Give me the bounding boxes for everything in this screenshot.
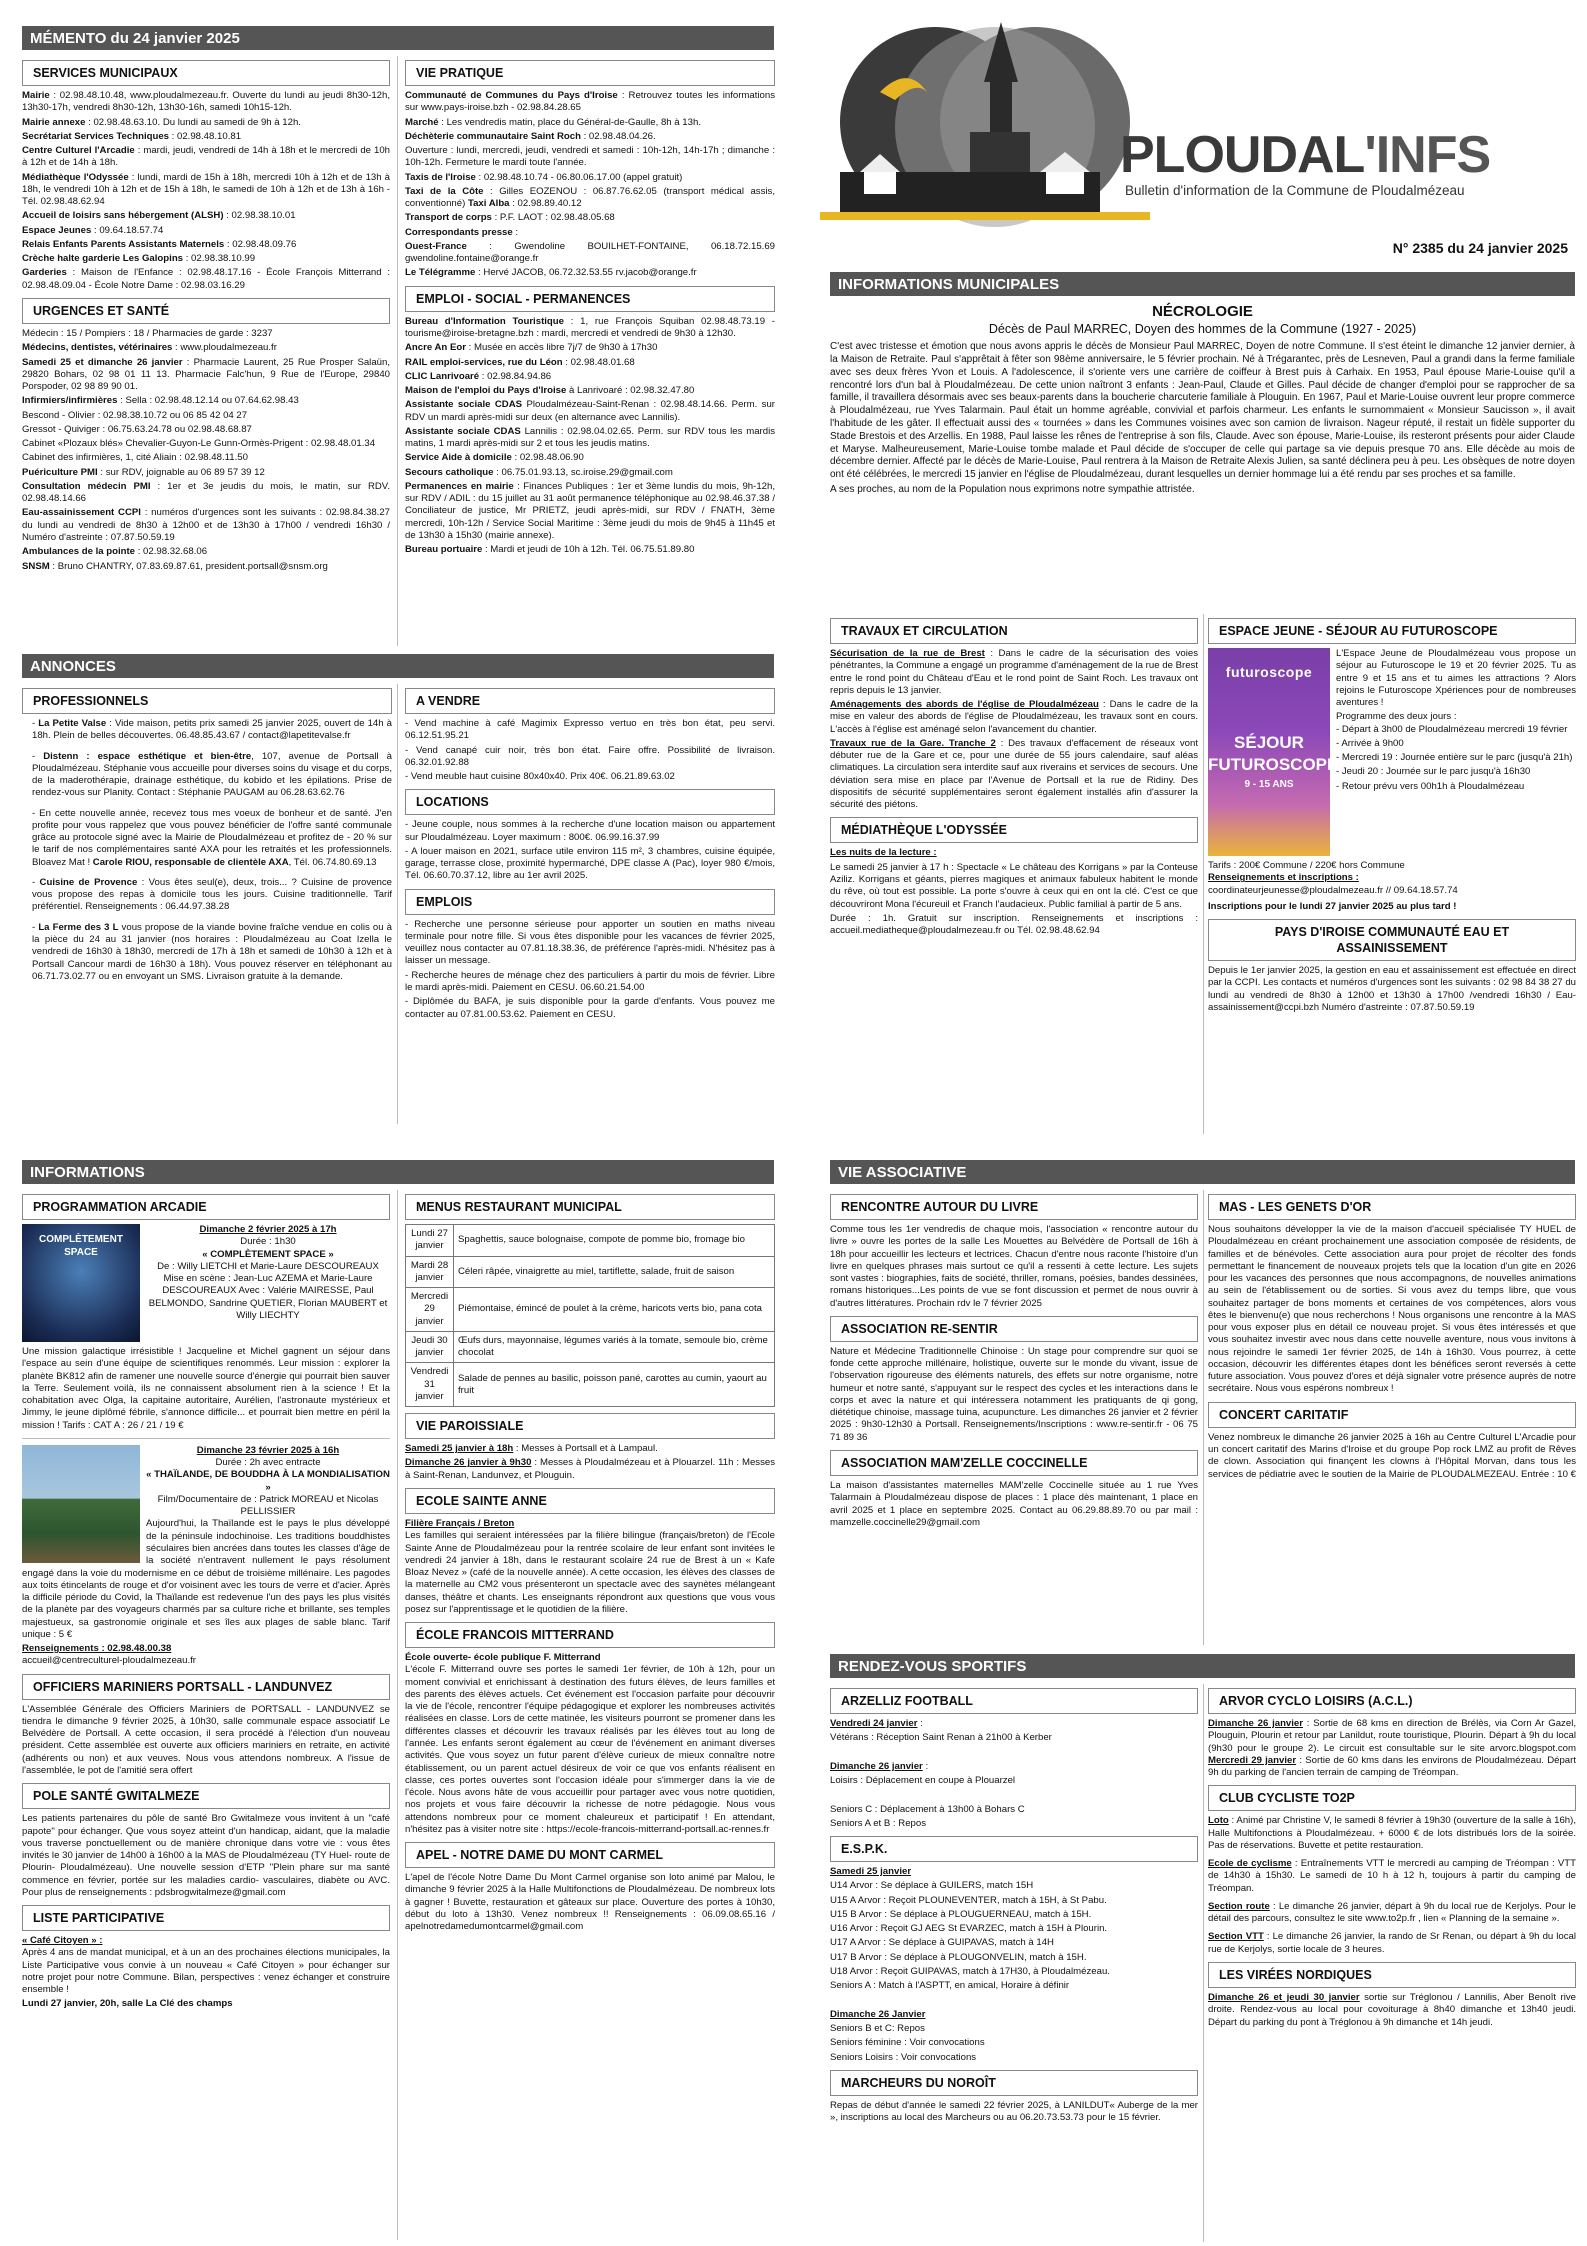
livre-text: Comme tous les 1er vendredis de chaque mois, l'association « rencontre autour du livre » ouvre les portes de la salle Les Mouettes au Belvédère de Portsall de 16h à 18h pour accueillir les lecteurs et lectrices. Chacun d'entre nous raconte l'histoire d'un livre en quelques phrases mais surtout ce qu'il a ressenti à cette lecture. Les sujets sont vastes : biographies, faits de société, thriller, romans, poésies, bandes dessinées, romans historiques...Les points de vue se font discussion et permet de nous ouvrir à d'autres littératures. Prochain rdv le 7 février 2025 xyxy=(830,1224,1198,1309)
urgence-item: Médecins, dentistes, vétérinaires : www.ploudalmezeau.fr xyxy=(22,342,277,354)
vie-pratique-title: VIE PRATIQUE xyxy=(405,60,775,86)
emploi-item: Secours catholique : 06.75.01.93.13, sc.iroise.29@gmail.com xyxy=(405,466,673,478)
emploi-item: Bureau d'Information Touristique : 1, rue François Squiban 02.98.48.73.19 - tourisme@iroise-bretagne.bzh : mardi, mercredi et vendredi de 9h30 à 12h30. xyxy=(405,315,775,339)
annonces-section xyxy=(22,654,774,678)
to2p-item: Loto : Animé par Christine V, le samedi 8 février à 19h30 (ouverture de la salle à 16h), Halle Multifonctions à Ploudalmézeau. + 6000 € de lots distribués lors de la soirée. Pas de réservations. Buvette et petite restauration. xyxy=(1208,1815,1576,1851)
re-sentir-title: ASSOCIATION RE-SENTIR xyxy=(830,1316,1198,1342)
pro-item: - Distenn : espace esthétique et bien-être, 107, avenue de Portsall à Ploudalmézeau. Stéphanie vous accueille pour diverses soins du visage et du corps, de la maderothérapie, drainage esthétique, du kobido et les épilations. Prise de rendez-vous sur Planity. Contact : Stéphanie PAUGAM au 06.28.63.62.76 xyxy=(32,750,392,799)
service-item xyxy=(22,239,390,251)
service-item xyxy=(22,172,390,209)
to2p-list xyxy=(1208,1815,1576,1956)
service-item xyxy=(22,225,390,237)
mitterrand-title: ÉCOLE FRANCOIS MITTERRAND xyxy=(405,1622,775,1648)
pole-title: POLE SANTÉ GWITALMEZE xyxy=(22,1783,390,1809)
espk-item: U18 Arvor : Reçoit GUIPAVAS, match à 17H30, à Ploudalmézeau. xyxy=(830,1965,1110,1977)
poster-brand: futuroscope xyxy=(1225,664,1313,680)
service-item-text: : 02.98.48.63.10. Du lundi au samedi de 9h à 12h. xyxy=(85,116,301,128)
arzelliz-list xyxy=(830,1718,1198,1830)
urgence-item: Cabinet des infirmières, 1, cité Aliain : 02.98.48.11.50 xyxy=(22,452,248,464)
espk-title: E.S.P.K. xyxy=(830,1836,1198,1862)
vie-pratique-item: Ouest-France : Gwendoline BOUILHET-FONTAINE, 06.18.72.15.69 gwendoline.fontaine@orange.fr xyxy=(405,240,775,265)
urgence-item: Bescond - Olivier : 02.98.38.10.72 ou 06 85 42 04 27 xyxy=(22,409,248,421)
espk-item: Seniors féminine : Voir convocations xyxy=(830,2037,985,2049)
espace-title: ESPACE JEUNE - SÉJOUR AU FUTUROSCOPE xyxy=(1208,618,1576,644)
apel-title: APEL - NOTRE DAME DU MONT CARMEL xyxy=(405,1842,775,1868)
menus-column xyxy=(405,1188,775,2243)
menu-dish: Piémontaise, émincé de poulet à la crème, haricots verts bio, pana cota xyxy=(454,1288,775,1332)
informations-bar: INFORMATIONS xyxy=(22,1160,774,1184)
divider xyxy=(397,684,398,1124)
pro-item: - La Ferme des 3 L vous propose de la viande bovine fraîche vendue en colis ou à la pièce du 24 au 31 janvier (nos horaires : Ploudalmézeau au Coat Izella le vendredi de 16h30 à 18h30, mercredi de 17h à 18h et samedi de 10h30 à 12h et à Portsall Cancour mardi de 16h30 à 18h). Vous pouvez réserver en téléphonant au 06.71.73.02.77 ou en envoyant un SMS. Livraison gratuite à la demande. xyxy=(32,921,392,982)
genets-text: Nous souhaitons développer la vie de la maison d'accueil spécialisée TY HUEL de Ploudalmézeau en créant prochainement une association composée de résidents, de familles et de bénévoles. Cette association aura pour projet de récolter des fonds permettant le financement de nouveaux projets tels que la location d'un gite en 2026 pour les vacances des personnes que nous accompagnons, de nouvelles animations au sein de l'établissement ou de sorties. Si vous avez du temps libre, que vous souhaitez partager de bons moments et certaines de vos compétences, alors vous êtes le bienvenu(e) que nous recherchons ! Nous organisons une rencontre à la MAS pour vous exposer plus en détail ce nouveau projet. Si vous êtes intéressés et que vous souhaitez investir avec nous dans cette nouvelle aventure, nous vous invitons à nous rejoindre le samedi 1er février 2025, de 14h à 16h30. Vous pourrez, à cette occasion, découvrir les différentes étapes dont les bénéfices seront reversés à cette future association. Vous pouvez d'ores et déjà signaler votre présence auprès de notre secrétaire. Nous vous espérons nombreux ! xyxy=(1208,1224,1576,1395)
espk-item: Samedi 25 janvier xyxy=(830,1866,912,1878)
espk-item: U17 A Arvor : Se déplace à GUIPAVAS, match à 14H xyxy=(830,1937,1054,1949)
services-column xyxy=(22,54,390,644)
menu-row xyxy=(406,1331,775,1363)
espk-item: Seniors Loisirs : Voir convocations xyxy=(830,2051,977,2063)
emploi-item: Maison de l'emploi du Pays d'Iroise à Lanrivoaré : 02.98.32.47.80 xyxy=(405,385,695,397)
memento-bar: MÉMENTO du 24 janvier 2025 xyxy=(22,26,774,50)
service-item-text: : Maison de l'Enfance : 02.98.48.17.16 - École François Mitterrand : 02.98.48.09.04 - École Notre Dame : 02.98.03.16.29 xyxy=(22,267,390,291)
espace-item: - Départ à 3h00 de Ploudalmézeau mercredi 19 février xyxy=(1336,723,1568,735)
espace-tarif: Tarifs : 200€ Commune / 220€ hors Commune xyxy=(1208,860,1405,871)
travaux-title: TRAVAUX ET CIRCULATION xyxy=(830,618,1198,644)
film1-title: « COMPLÈTEMENT SPACE » xyxy=(202,1248,334,1260)
noroit-text: Repas de début d'année le samedi 22 février 2025, à LANILDUT« Auberge de la mer », inscriptions au local des Marcheurs ou au 06.20.73.53.73 pour le 15 février. xyxy=(830,2099,1198,2124)
virees-text: Dimanche 26 et jeudi 30 janvier sortie sur Tréglonou / Lannilis, Aber Benoît rive droite. Rendez-vous au local pour covoiturage à 8h40 dimanche et 13h40 jeudi. Départ du parking du pont à Tréglonou à 9h dimanche et 14h jeudi. xyxy=(1208,1991,1576,2028)
service-item-label: Mairie xyxy=(22,90,50,101)
emploi-item: Permanences en mairie : Finances Publiques : 1er et 3ème lundis du mois, 9h-12h, sur RDV / ADIL : du 15 juillet au 31 août permanence téléphonique au 02.98.46.37.38 / Conciliateur de justice, Mr PRIETZ, jeudi après-midi, sur RDV / FNATH, 3ème mercredi, 10h-12h / Service Social Maritime : 3ème jeudi du mois de 9h45 à 11h45 et de 13h30 à 15h30 (mairie annexe). xyxy=(405,480,775,541)
concert-title: CONCERT CARITATIF xyxy=(1208,1402,1576,1428)
espace-rens: Renseignements et inscriptions : xyxy=(1208,872,1359,884)
arzelliz-item: Vendredi 24 janvier : xyxy=(830,1718,923,1729)
travaux-head: Aménagements des abords de l'église de Ploudalmézeau xyxy=(830,699,1099,711)
menu-dish: Céleri râpée, vinaigrette au miel, tartiflette, salade, fruit de saison xyxy=(454,1256,775,1288)
service-item-text: : lundi, mardi de 15h à 18h, mercredi 10h à 12h et de 13h à 18h, le vendredi 10h à 12h et de 15h à 18h, le samedi de 10h à 12h et de 13h à 16h - Tél. 02.98.48.62.94 xyxy=(22,171,390,208)
travaux-text: : Dans le cadre de la mise en valeur des abords de l'église de Ploudalmézeau, les travaux sont en cours. L'accès à l'église est aménagé selon l'avancement du chantier. xyxy=(830,699,1198,735)
film1-text: Une mission galactique irrésistible ! Jacqueline et Michel gagnent un séjour dans l'espace au sein d'une équipe de scientifiques renommés. Leur mission : explorer la planète BK812 afin de ramener une nouvelle source d'énergie qui pourrait bien sauver la Terre. Seulement voilà, ils ne connaissent absolument rien à la science ! Et la cohabitation avec Olga, la capitaine autoritaire, Aurélien, l'astronaute mystérieux et Jimmy, le jeune diplômé fébrile, s'annonce difficile... et pourrait bien mettre en péril la mission ! Tarifs : CAT A : 26 / 21 / 19 € xyxy=(22,1346,390,1431)
divider xyxy=(1203,1190,1204,1645)
vie-pratique-item: Correspondants presse : xyxy=(405,226,519,238)
necrologie-end: A ses proches, au nom de la Population nous exprimons notre sympathie attristée. xyxy=(830,483,1195,495)
apel-text: L'apel de l'école Notre Dame Du Mont Carmel organise son loto animé par Malou, le dimanche 9 février 2025 à la Halle Multifonctions de Ploudalmézeau. De nombreux lots à gagner ! Buvette, restauration et gâteaux sur place. Ouverture des portes à 10h30, début du loto à 13h30. Venez nombreux !! Renseignements : 06.09.08.65.16 / apelnotredamedumontcarmel@gmail.com xyxy=(405,1872,775,1933)
espk-item: U15 A Arvor : Reçoit PLOUNEVENTER, match à 15H, à St Pabu. xyxy=(830,1894,1107,1906)
a-vendre-title: A VENDRE xyxy=(405,688,775,714)
annonces-bar: ANNONCES xyxy=(22,654,774,678)
sport-bar: RENDEZ-VOUS SPORTIFS xyxy=(830,1654,1575,1678)
pole-text: Les patients partenaires du pôle de santé Bro Gwitalmeze vous invitent à un "café papote" pour échanger. Que vous soyez atteint d'un handicap, aidant, que la maladie vous traverse ponctuellement ou de manière chronique dans votre vie : vous êtes invités le 30 janvier de 14h00 à 16h00 à la MAS de Ploudalmézeau (TY Huel- route de Plourin- Ploudalmézeau). Une nouvelle session d'ETP "Plein phare sur ma santé commence en février, portée sur les maladies cardio- vasculaires, diabète ou AVC. Pour plus de renseignements : pdsbrogwitalmeze@gmail.com xyxy=(22,1813,390,1898)
urgences-title: URGENCES ET SANTÉ xyxy=(22,298,390,324)
espace-item: - Jeudi 20 : Journée sur le parc jusqu'à 16h30 xyxy=(1336,766,1531,778)
emploi-item: Bureau portuaire : Mardi et jeudi de 10h à 12h. Tél. 06.75.51.89.80 xyxy=(405,544,695,556)
urgences-list xyxy=(22,328,390,573)
espk-item: U14 Arvor : Se déplace à GUILERS, match 15H xyxy=(830,1880,1034,1892)
vie-pratique-item: Taxis de l'Iroise : 02.98.48.10.74 - 06.80.06.17.00 (appel gratuit) xyxy=(405,171,683,183)
emploi-annonce-item: - Recherche une personne sérieuse pour apporter un soutien en maths niveau terminale pour notre fille. Si vous êtes disponible pour les vacances de février 2025, veuillez nous contacter au 07.81.18.38.36, de préférence l'après-midi. N'hésitez pas à laisser un message. xyxy=(405,918,775,967)
menus-title: MENUS RESTAURANT MUNICIPAL xyxy=(405,1194,775,1220)
espace-text: L'Espace Jeune de Ploudalmézeau vous propose un séjour au Futuroscope le 19 et 20 février 2025. Tu as entre 9 et 15 ans et tu aimes les attractions ? Alors rejoins le Futuroscope Xpériences pour de nombreuses aventures ! xyxy=(1336,648,1576,709)
liste-head: « Café Citoyen » : xyxy=(22,1935,103,1947)
sainte-anne-head: Filière Français / Breton xyxy=(405,1517,515,1529)
vie-pratique-column xyxy=(405,54,775,644)
espace-prog: Programme des deux jours : xyxy=(1336,711,1457,723)
service-item-text: : 09.64.18.57.74 xyxy=(91,224,164,236)
film1-duree: Durée : 1h30 xyxy=(240,1236,296,1248)
memento-section xyxy=(22,26,774,50)
menu-day: Vendredi 31 janvier xyxy=(406,1363,454,1407)
menu-row xyxy=(406,1363,775,1407)
travaux-item xyxy=(830,699,1198,736)
locations-title: LOCATIONS xyxy=(405,789,775,815)
masthead-title-b: 'INF xyxy=(1364,126,1457,184)
travaux-list xyxy=(830,648,1198,811)
service-item-label: Médiathèque l'Odyssée xyxy=(22,171,129,183)
travaux-item xyxy=(830,648,1198,697)
iroise-title: PAYS D'IROISE COMMUNAUTÉ EAU ET ASSAINISSEMENT xyxy=(1208,919,1576,961)
vie-pratique-item: Marché : Les vendredis matin, place du Général-de-Gaulle, 8h à 13h. xyxy=(405,116,701,128)
film2-title: « THAÏLANDE, DE BOUDDHA À LA MONDIALISATION » xyxy=(146,1469,390,1493)
arcadie-column xyxy=(22,1188,390,2243)
service-item xyxy=(22,253,390,265)
service-item-text: : 02.98.48.10.81 xyxy=(169,130,242,142)
menu-day: Mardi 28 janvier xyxy=(406,1256,454,1288)
service-item-text: : 02.98.38.10.01 xyxy=(223,210,296,222)
urgence-item: Médecin : 15 / Pompiers : 18 / Pharmacies de garde : 3237 xyxy=(22,327,273,339)
infomun-bar: INFORMATIONS MUNICIPALES xyxy=(830,272,1575,296)
poster-age: 9 - 15 ANS xyxy=(1244,779,1294,791)
travaux-text: : Des travaux d'effacement de réseaux vont débuter rue de la Gare et ce, pour une durée de 55 jours calendaire, sauf aléas climatiques. La circulation sera interdite sauf aux riverains et services de secours. Une déviation sera mise en place par l'Avenue de Portsall et la rue de Ridiny. Des dispositifs de sécurité supplémentaires seront également installés afin d'assurer la sécurité des piétons. xyxy=(830,737,1198,811)
emploi-annonce-item: - Recherche heures de ménage chez des particuliers à partir du mois de février. Libre le mardi après-midi. Paiement en CESU. 06.60.21.54.00 xyxy=(405,969,775,993)
to2p-item: Section VTT : Le dimanche 26 janvier, la rando de Sr Renan, ou départ à 9h du local rue de Kerjolys, sortie locale de 3 heures. xyxy=(1208,1931,1576,1955)
arzelliz-title: ARZELLIZ FOOTBALL xyxy=(830,1688,1198,1714)
masthead xyxy=(820,22,1580,256)
espk-item: Seniors A : Match à l'ASPTT, en amical, Horaire à définir xyxy=(830,1980,1070,1992)
sport-left-column xyxy=(830,1682,1198,2244)
urgence-item: Eau-assainissement CCPI : numéros d'urgences sont les suivants : 02.98.84.38.27 du lundi au vendredi de 8h30 à 12h00 et de 13h30 à 17h00 / vendredi 16h30 / Numéro d'astreinte : 07.87.50.59.19 xyxy=(22,507,390,543)
sport-right-column xyxy=(1208,1682,1576,2244)
officiers-title: OFFICIERS MARINIERS PORTSALL - LANDUNVEZ xyxy=(22,1674,390,1700)
urgence-item: Cabinet «Plozaux blés» Chevalier-Guyon-Le Gunn-Ormès-Prigent : 02.98.48.01.34 xyxy=(22,438,376,450)
re-sentir-text: Nature et Médecine Traditionnelle Chinoise : Un stage pour comprendre sur quoi se fonde cette approche millénaire, holistique, ouverte sur le monde du vivant, issue de l'observation rigoureuse des éléments naturels, des effets sur notre organisme, notre humeur et notre santé, s'appuyant sur le respect des cycles et les interactions dans le corps et avec la nature et qui intéressera notamment les pratiquants de qi gong, diététique chinoise, massage tuina, acupuncture. Les dimanches 26 janvier et 2 février 2025 : 9h30-12h30 à Portsall. Renseignements/Inscriptions : www.re-sentir.fr - 06 75 71 89 36 xyxy=(830,1345,1198,1443)
emploi-item: Service Aide à domicile : 02.98.48.06.90 xyxy=(405,452,584,464)
travaux-item xyxy=(830,738,1198,812)
mediatheque-text: Le samedi 25 janvier à 17 h : Spectacle « Le château des Korrigans » par la Conteuse Aziliz. Korrigans et géants, pierres magiques et animaux fabuleux habitent le monde du rêve, où tout est possible. La porte s'ouvre à ceux qui en ont la clé. C'est ce que découvriront Mona l'écureuil et Franch l'audacieux. Public familial à partir de 5 ans. xyxy=(830,861,1198,910)
necrologie-text: C'est avec tristesse et émotion que nous avons appris le décès de Monsieur Paul MARREC, Doyen de notre Commune. Il s'est éteint le dimanche 12 janvier dernier, à la Maison de Retraite. Paul s'apprêtait à fêter son 98ème anniversaire, le 5 février prochain. Né à Trégarantec, près de Lesneven, Paul a grandi dans la ferme familiale avec ses deux frères Yvon et Louis. A l'adolescence, il s'oriente vers une carrière de coiffeur à Brest puis à Carhaix. En 1953, Paul épouse Marie-Louise qu'il a rencontré lors d'un bal à Ploudalmézeau. De cette union naîtront 3 enfants : Jean-Paul, Claude et Gilles. Paul décide de changer d'emploi pour se rapprocher de sa famille, il travaillera désormais avec ses beaux-parents dans la boucherie charcuterie familiale à Plouguin. En 1967, Paul et Marie-Louise ouvrent leur propre commerce à Ploudalmézeau, rue Yves Talarmain. Paul était un homme agréable, convivial et parfois charmeur. Les enfants le surnommaient « Monsieur Saucisson », il avait l'habitude de les gâter. Il effectuait aussi des « tournées » dans les Communes voisines avec son camion de livraison. Nageur réputé, il restait un fidèle supporter du Stade Brestois et des Arzellis. En 1988, Paul laisse les rênes de l'entreprise à son fils, Claude. Avec son épouse, Marie-Louise, ils resteront présents pour aider Claude et Maryse. Malheureusement, Marie-Louise tombe malade et Paul décide de s'occuper de celle qui partage sa vie depuis presque 70 ans. Elle décède au mois de décembre dernier. Affecté par le décès de Marie-Louise, Paul rentrera à la Maison de Retraite Alexis Julien, sa santé déclinera peu à peu. Les obsèques de notre doyen ont été célébrées, le mercredi 15 janvier en l'église de Ploudalmézeau, durant lesquelles un dernier hommage lui a été rendu par ses proches et sa famille. xyxy=(830,341,1575,481)
infomun-section xyxy=(830,272,1575,499)
emploi-list xyxy=(405,316,775,557)
mitterrand-text: L'école F. Mitterrand ouvre ses portes le samedi 1er février, de 10h à 12h, pour un moment convivial et enrichissant à destination des futurs élèves, de leurs familles et des parents des élèves actuels. Cet événement est l'occasion parfaite pour découvrir la vie de l'école, rencontrer l'équipe pédagogique et explorer les nombreuses activités réalisées en classe. Lors de cette matinée, les visiteurs pourront se promener dans les différentes classes et découvrir les travaux réalisés par les élèves tout au long de l'année. Les enfants seront également au cœur de l'événement en animant diverses activités. Que vous soyez un futur parent d'élève curieux de mieux connaître notre établissement, ou un parent actuel désireux de voir ce que vos enfants réalisent en classe, ces portes ouvertes sont l'occasion idéale pour s'immerger dans la vie de l'école. Nous avons hâte de vous accueillir pour partager avec vous notre quotidien, nos projets et vous faire découvrir la richesse de notre pédagogie. Nous vous attendons nombreux pour ce moment chaleureux et participatif ! En attendant, n'hésitez pas à visiter notre site : https://ecole-francois-mitterrand-portsall.ac-rennes.fr xyxy=(405,1664,775,1835)
menu-day: Lundi 27 janvier xyxy=(406,1225,454,1257)
menu-day: Mercredi 29 janvier xyxy=(406,1288,454,1332)
liste-text: Après 4 ans de mandat municipal, et à un an des prochaines élections municipales, la Liste Participative vous convie à un nouveau « Café Citoyen » pour échanger sur notre projet pour notre Commune. Bilan, perspectives : venez échanger et construire ensemble ! xyxy=(22,1947,390,1996)
issue-number: N° 2385 du 24 janvier 2025 xyxy=(1392,240,1568,256)
menu-row xyxy=(406,1256,775,1288)
sainte-anne-title: ECOLE SAINTE ANNE xyxy=(405,1488,775,1514)
vendre-item: - Vend canapé cuir noir, très bon état. Faire offre. Possibilité de livraison. 06.32.01.92.88 xyxy=(405,744,775,768)
divider xyxy=(1203,614,1204,1134)
virees-title: LES VIRÉES NORDIQUES xyxy=(1208,1962,1576,1988)
film2-poster xyxy=(22,1445,140,1563)
film1-date: Dimanche 2 février 2025 à 17h xyxy=(199,1224,337,1235)
espace-item: - Arrivée à 9h00 xyxy=(1336,737,1404,749)
urgence-item: Ambulances de la pointe : 02.98.32.68.06 xyxy=(22,546,208,558)
divider xyxy=(397,1190,398,2240)
espace-column xyxy=(1208,612,1576,1132)
divider xyxy=(1203,1684,1204,2242)
necrologie-title: NÉCROLOGIE xyxy=(1152,303,1253,320)
masthead-title xyxy=(1120,122,1490,189)
a-vendre-list xyxy=(405,718,775,783)
mitterrand-head: École ouverte- école publique F. Mitterrand xyxy=(405,1652,601,1664)
mediatheque-text2: Durée : 1h. Gratuit sur inscription. Renseignements et inscriptions : accueil.mediatheque@ploudalmezeau.fr ou Tél. 02.98.48.62.94 xyxy=(830,912,1198,937)
emploi-item: CLIC Lanrivoaré : 02.98.84.94.86 xyxy=(405,370,552,382)
liste-title: LISTE PARTICIPATIVE xyxy=(22,1905,390,1931)
mediatheque-title: MÉDIATHÈQUE L'ODYSSÉE xyxy=(830,817,1198,843)
mamzelle-text: La maison d'assistantes maternelles MAM'zelle Coccinelle située au 1 rue Yves Talarmain à Ploudalmézeau dispose de places : 1 place dès maintenant, 1 place en avril 2025 et 1 place en septembre 2025. Contact au 06.29.88.89.70 ou par mail : mamzelle.coccinelle29@gmail.com xyxy=(830,1479,1198,1528)
menu-dish: Salade de pennes au basilic, poisson pané, carottes au cumin, yaourt au fruit xyxy=(454,1363,775,1407)
masthead-title-c: S xyxy=(1456,126,1491,184)
menus-table xyxy=(405,1224,775,1407)
menu-row xyxy=(406,1288,775,1332)
espace-item: - Retour prévu vers 00h1h à Ploudalmézeau xyxy=(1336,780,1525,792)
espk-item: Dimanche 26 Janvier xyxy=(830,2008,926,2020)
service-item-label: Accueil de loisirs sans hébergement (ALSH) xyxy=(22,210,224,222)
film2-duree: Durée : 2h avec entracte xyxy=(215,1457,321,1469)
espk-item: U15 B Arvor : Se déplace à PLOUGUERNEAU, match à 15H. xyxy=(830,1908,1092,1920)
menu-dish: Spaghettis, sauce bolognaise, compote de pomme bio, fromage bio xyxy=(454,1225,775,1257)
necrologie-subtitle: Décès de Paul MARREC, Doyen des hommes de la Commune (1927 - 2025) xyxy=(988,322,1417,337)
services-title: SERVICES MUNICIPAUX xyxy=(22,60,390,86)
urgence-item: Infirmiers/infirmières : Sella : 02.98.48.12.14 ou 07.64.62.98.43 xyxy=(22,395,299,407)
location-item: - Jeune couple, nous sommes à la recherche d'une location maison ou appartement sur Ploudalmézeau. Loyer maximum : 800€. 06.99.16.37.99 xyxy=(405,819,775,843)
paroisse-item: Samedi 25 janvier à 18h : Messes à Portsall et à Lampaul. xyxy=(405,1443,658,1455)
pro-item: - Cuisine de Provence : Vous êtes seul(e), deux, trois... ? Cuisine de provence vous propose des repas à domicile tous les jours. Cuisine traditionnelle. Tarif préférentiel. Renseignements : 06.44.97.38.28 xyxy=(32,876,392,913)
noroit-title: MARCHEURS DU NOROÎT xyxy=(830,2070,1198,2096)
iroise-text: Depuis le 1er janvier 2025, la gestion en eau et assainissement est effectuée en direct par la CCPI. Les contacts et numéros d'urgences sont les suivants : 02 98 84 38 27 du lundi au vendredi de 8h30 à 12h00 et 13h30 à 17h00 /vendredi 16h30 / Eau-assainissement@ccpi.bzh Numéro d'astreinte : 07.87.50.59.19 xyxy=(1208,965,1576,1013)
mamzelle-title: ASSOCIATION MAM'ZELLE COCCINELLE xyxy=(830,1450,1198,1476)
cyclo-title: ARVOR CYCLO LOISIRS (A.C.L.) xyxy=(1208,1688,1576,1714)
espace-mail: coordinateurjeunesse@ploudalmezeau.fr // 09.64.18.57.74 xyxy=(1208,884,1458,896)
poster-title: SÉJOUR FUTUROSCOPE xyxy=(1208,732,1339,774)
service-item xyxy=(22,267,390,292)
film1-poster xyxy=(22,1224,140,1342)
pro-item: - En cette nouvelle année, recevez tous mes voeux de bonheur et de santé. J'en profite pour vous rappelez que vous pouvez bénéficier de l'offre santé communale grâce au protocole signé avec la Mairie de Ploudalmézeau et profitez de - 20 % sur le tarif de nos complémentaires santé AXA pour les retraités et les professionnels. Bloavez Mat ! Carole RIOU, responsable de clientèle AXA, Tél. 06.74.80.69.13 xyxy=(32,807,392,868)
service-item xyxy=(22,145,390,170)
service-item-text: : 02.98.48.09.76 xyxy=(224,238,297,250)
menu-day: Jeudi 30 janvier xyxy=(406,1331,454,1363)
pro-item: - La Petite Valse : Vide maison, petits prix samedi 25 janvier 2025, ouvert de 14h à 18h. Plein de belles découvertes. 06.48.85.43.67 / contact@lapetitevalse.fr xyxy=(32,718,392,742)
masthead-title-a: PLOUDAL xyxy=(1120,126,1365,184)
film2-date: Dimanche 23 février 2025 à 16h xyxy=(196,1444,340,1456)
paroissiale-list xyxy=(405,1443,775,1482)
location-item: - A louer maison en 2021, surface utile environ 115 m², 3 chambres, cuisine équipée, garage, terrasse close, proximité hypermarché, DPE classe A (Pac), loyer 980 €/mois, Tél. 06.60.70.37.12, libre au 1er avril 2025. xyxy=(405,845,775,882)
vie-associative-section xyxy=(830,1160,1575,1184)
service-item-text: : 02.98.38.10.99 xyxy=(183,253,256,265)
urgence-item: Gressot - Quiviger : 06.75.63.24.78 ou 02.98.48.68.87 xyxy=(22,423,252,435)
emplois-list xyxy=(405,919,775,1021)
urgence-item: SNSM : Bruno CHANTRY, 07.83.69.87.61, president.portsall@snsm.org xyxy=(22,560,328,572)
service-item-label: Espace Jeunes xyxy=(22,224,92,236)
service-item xyxy=(22,117,390,129)
professionnels-list xyxy=(22,718,392,983)
arzelliz-item: Dimanche 26 janvier : xyxy=(830,1760,929,1772)
emploi-title: EMPLOI - SOCIAL - PERMANENCES xyxy=(405,286,775,312)
sport-section xyxy=(830,1654,1575,1678)
urgence-item: Puériculture PMI : sur RDV, joignable au 06 89 57 39 12 xyxy=(22,466,265,478)
vie-pratique-item: Taxi de la Côte : Gilles EOZENOU : 06.87.76.62.05 (transport médical assis, conventionné) Taxi Alba : 02.98.89.40.12 xyxy=(405,185,775,210)
travaux-text: : Dans le cadre de la sécurisation des voies pénétrantes, la Commune a engagé un programme d'aménagement de la rue de Brest entre le rond point du Château d'Eau et le rond point de Saint Roch. Les travaux ont repris depuis le 13 janvier. xyxy=(830,648,1198,696)
officiers-text: L'Assemblée Générale des Officiers Mariniers de PORTSALL - LANDUNVEZ se tiendra le dimanche 9 février 2025, à 10h30, salle communale espace associatif Le Belvédère de Portsall. A cette occasion, il sera procédé à l'élection d'un nouveau président. Cette assemblée est ouverte aux officiers mariniers en retraite, en activité (adhérents ou non) et aux veuves. Nous vous attendons nombreux. A l'issue de l'assemblée, le pot de l'amitié sera offert xyxy=(22,1703,390,1776)
arcadie-mail: accueil@centreculturel-ploudalmezeau.fr xyxy=(22,1655,196,1667)
professionnels-column xyxy=(22,682,392,1122)
vieasso-left-column xyxy=(830,1188,1198,1648)
divider xyxy=(22,1438,390,1439)
service-item xyxy=(22,210,390,222)
masthead-tagline: Bulletin d'information de la Commune de Ploudalmézeau xyxy=(1125,183,1465,198)
espk-item: U17 B Arvor : Se déplace à PLOUGONVELIN, match à 15H. xyxy=(830,1951,1087,1963)
genets-title: MAS - LES GENETS D'OR xyxy=(1208,1194,1576,1220)
paroisse-item: Dimanche 26 janvier à 9h30 : Messes à Ploudalmézeau et à Plouarzel. 11h : Messes à Saint-Renan, Landunvez, et Plouguin. xyxy=(405,1457,775,1481)
vie-pratique-item: Transport de corps : P.F. LAOT : 02.98.48.05.68 xyxy=(405,212,615,224)
livre-title: RENCONTRE AUTOUR DU LIVRE xyxy=(830,1194,1198,1220)
arcadie-rens: Renseignements : 02.98.48.00.38 xyxy=(22,1643,172,1655)
vie-pratique-item: Ouverture : lundi, mercredi, jeudi, vendredi et samedi : 10h-12h, 14h-17h ; dimanche : 10h-12h. Fermeture le mardi toute l'année. xyxy=(405,145,775,169)
vieasso-right-column xyxy=(1208,1188,1576,1648)
arzelliz-item xyxy=(830,1789,1198,1801)
service-item-label: Relais Enfants Parents Assistants Maternels xyxy=(22,238,225,250)
vie-pratique-list xyxy=(405,90,775,280)
concert-text: Venez nombreux le dimanche 26 janvier 2025 à 16h au Centre Culturel L'Arcadie pour un concert caritatif des Marins d'Iroise et du groupe Pop rock LMZ au profit de Rêves de clown. Association qui finançent les clowns à l'Hôpital Morvan, dans tous les services de pédiatrie avec le soutien de la Mairie de PLOUDALMEZEAU. Entrée : 10 € xyxy=(1208,1431,1576,1480)
arzelliz-item: Seniors C : Déplacement à 13h00 à Bohars C xyxy=(830,1803,1025,1815)
travaux-column xyxy=(830,612,1198,1132)
service-item xyxy=(22,90,390,115)
divider xyxy=(397,56,398,646)
arzelliz-item: Seniors A et B : Repos xyxy=(830,1817,926,1829)
emploi-item: Assistante sociale CDAS Ploudalmézeau-Saint-Renan : 02.98.48.14.66. Perm. sur RDV un mardi après-midi sur deux (en alternance avec Lannilis). xyxy=(405,399,775,423)
service-item xyxy=(22,131,390,143)
service-item-label: Mairie annexe xyxy=(22,116,86,128)
service-item-label: Centre Culturel l'Arcadie xyxy=(22,145,135,157)
sainte-anne-text: Les familles qui seraient intéressées par la filière bilingue (français/breton) de l'Ecole Sainte Anne de Ploudalmézeau pour la rentrée scolaire de leur enfant sont invitées le vendredi 24 janvier à 18h, dans le restaurant scolaire 24 rue de Brest à un « Kafe Bloaz Nevez » (café de la nouvelle année). A cette occasion, les élèves des classes de la maternelle au CM2 vous présenteront un spectacle avec des saynètes mélangeant danses, théâtre et chants. Les enseignants répondront aux questions que vous vous posez sur l'apprentissage et le quotidien de la filière. xyxy=(405,1530,775,1615)
informations-section xyxy=(22,1160,774,1184)
menu-dish: Œufs durs, mayonnaise, légumes variés à la tomate, semoule bio, crème chocolat xyxy=(454,1331,775,1363)
to2p-item: Ecole de cyclisme : Entraînements VTT le mercredi au camping de Tréompan : VTT de 14h30 à 15h30. Le samedi de 10 h à 12 h, toujours à partir du camping de Tréompan. xyxy=(1208,1858,1576,1894)
vendre-item: - Vend meuble haut cuisine 80x40x40. Prix 40€. 06.21.89.63.02 xyxy=(405,771,675,783)
urgence-item: Samedi 25 et dimanche 26 janvier : Pharmacie Laurent, 25 Rue Prosper Salaün, 29820 Bohars, 02 98 01 11 13. Pharmacie Falc'hun, 9 Rue de l'Europe, 29840 Porspoder, 02 98 89 90 01. xyxy=(22,356,390,393)
emploi-item: RAIL emploi-services, rue du Léon : 02.98.48.01.68 xyxy=(405,356,635,368)
liste-end: Lundi 27 janvier, 20h, salle La Clé des champs xyxy=(22,1998,233,2010)
services-list xyxy=(22,90,390,292)
travaux-head: Travaux rue de la Gare. Tranche 2 xyxy=(830,737,996,749)
arcadie-title: PROGRAMMATION ARCADIE xyxy=(22,1194,390,1220)
mediatheque-head: Les nuits de la lecture : xyxy=(830,847,937,859)
to2p-item: Section route : Le dimanche 26 janvier, départ à 9h du local rue de Kerjolys. Pour le détail des parcours, consultez le site www.to2p.fr , lien « Planning de la semaine ». xyxy=(1208,1900,1576,1925)
service-item-label: Garderies xyxy=(22,267,67,279)
service-item-text: : 02.98.48.10.48, www.ploudalmezeau.fr. Ouverte du lundi au jeudi 8h30-12h, 13h30-17h, vendredi 8h30-12h, 13h30-16h, samedi 10h15-12h. xyxy=(22,90,390,114)
professionnels-title: PROFESSIONNELS xyxy=(22,688,392,714)
emploi-item: Ancre An Eor : Musée en accès libre 7j/7 de 9h30 à 17h30 xyxy=(405,342,658,354)
espk-item: U16 Arvor : Reçoit GJ AEG St EVARZEC, match à 15H à Plourin. xyxy=(830,1923,1108,1935)
espace-end: Inscriptions pour le lundi 27 janvier 2025 au plus tard ! xyxy=(1208,900,1457,912)
arzelliz-item: Loisirs : Déplacement en coupe à Plouarzel xyxy=(830,1775,1016,1787)
arzelliz-item xyxy=(830,1747,1198,1759)
vie-pratique-item: Le Télégramme : Hervé JACOB, 06.72.32.53.55 rv.jacob@orange.fr xyxy=(405,267,697,279)
service-item-label: Secrétariat Services Techniques xyxy=(22,130,170,142)
espk-item: Seniors B et C: Repos xyxy=(830,2023,925,2035)
to2p-title: CLUB CYCLISTE TO2P xyxy=(1208,1785,1576,1811)
emploi-annonce-item: - Diplômée du BAFA, je suis disponible pour la garde d'enfants. Vous pouvez me contacter au 07.81.00.53.62. Paiement en CESU. xyxy=(405,996,775,1020)
vendre-item: - Vend machine à café Magimix Expresso vertuo en très bon état, peu servi. 06.12.51.95.21 xyxy=(405,718,775,742)
espk-item xyxy=(830,1995,1198,2007)
paroissiale-title: VIE PAROISSIALE xyxy=(405,1413,775,1439)
emplois-title: EMPLOIS xyxy=(405,889,775,915)
emploi-item: Assistante sociale CDAS Lannilis : 02.98.04.02.65. Perm. sur RDV tous les mardis matins, 1 mardi après-midi sur 2 et tous les jeudis matins. xyxy=(405,425,775,450)
cyclo-text: Dimanche 26 janvier : Sortie de 68 kms en direction de Brélès, via Corn Ar Gazel, Plouguin, Plourin et retour par Lanildut, route touristique, Plourin. Départ à 9h du local (9h30 pour le groupe 2). Le circuit est consultable sur le site arvorc.blogspot.com Mercredi 29 janvier : Sortie de 60 kms dans les environs de Ploudalmézeau. Départ 9h du parking de l'ancien terrain de camping de Tréompan. xyxy=(1208,1718,1576,1779)
locations-list xyxy=(405,819,775,882)
espace-item: - Mercredi 19 : Journée entière sur le parc (jusqu'à 21h) xyxy=(1336,752,1573,764)
vie-pratique-item: Déchèterie communautaire Saint Roch : 02.98.48.04.26. xyxy=(405,130,656,142)
vie-pratique-item: Communauté de Communes du Pays d'Iroise : Retrouvez toutes les informations sur www.pays-iroise.bzh - 02.98.84.28.65 xyxy=(405,90,775,114)
vie-associative-bar: VIE ASSOCIATIVE xyxy=(830,1160,1575,1184)
travaux-head: Sécurisation de la rue de Brest xyxy=(830,648,985,659)
service-item-label: Crèche halte garderie Les Galopins xyxy=(22,253,184,265)
arzelliz-item: Vétérans : Réception Saint Renan à 21h00 à Kerber xyxy=(830,1732,1052,1744)
film1-poster-title: COMPLÈTEMENT SPACE xyxy=(39,1234,123,1258)
film2-credits: Film/Documentaire de : Patrick MOREAU et Nicolas PELLISSIER xyxy=(157,1493,379,1518)
service-item-text: : mardi, jeudi, vendredi de 14h à 18h et le mercredi de 10h à 12h et de 14h à 18h. xyxy=(22,145,390,169)
annonces-right-column xyxy=(405,682,775,1122)
film1-credits: De : Willy LIETCHI et Marie-Laure DESCOUREAUX Mise en scène : Jean-Luc AZEMA et Marie-Laure DESCOUREAUX Avec : Valérie MAIRESSE, Paul BELMONDO, Sandrine QUETIER, Florian MAUBERT et Willy LIECHTY xyxy=(148,1260,388,1321)
urgence-item: Consultation médecin PMI : 1er et 3e jeudis du mois, le matin, sur RDV. 02.98.48.14.66 xyxy=(22,480,390,505)
espk-list xyxy=(830,1866,1198,2064)
menu-row xyxy=(406,1225,775,1257)
futuroscope-poster xyxy=(1208,648,1339,856)
film2-text: Aujourd'hui, la Thaïlande est le pays le plus développé de la péninsule indochinoise. Les traditions bouddhistes séculaires bien ancrées dans toutes les classes d'âge de la société n'entravent nullement le pays résolument engagé dans la voie du modernisme en ce début de troisième millénaire. Les pagodes aux toits étincelants de rouge et d'or voisinent avec les tours de verre et d'acier. Après la difficile période du Covid, la Thaïlande est redevenue l'un des pays les plus visités de la planète par des voyageurs charmés par sa culture riche et brillante, ses temples majestueux, sa gastronomie originale et ses îles aux plages de sable blanc. Tarif unique : 5 € xyxy=(22,1518,390,1640)
